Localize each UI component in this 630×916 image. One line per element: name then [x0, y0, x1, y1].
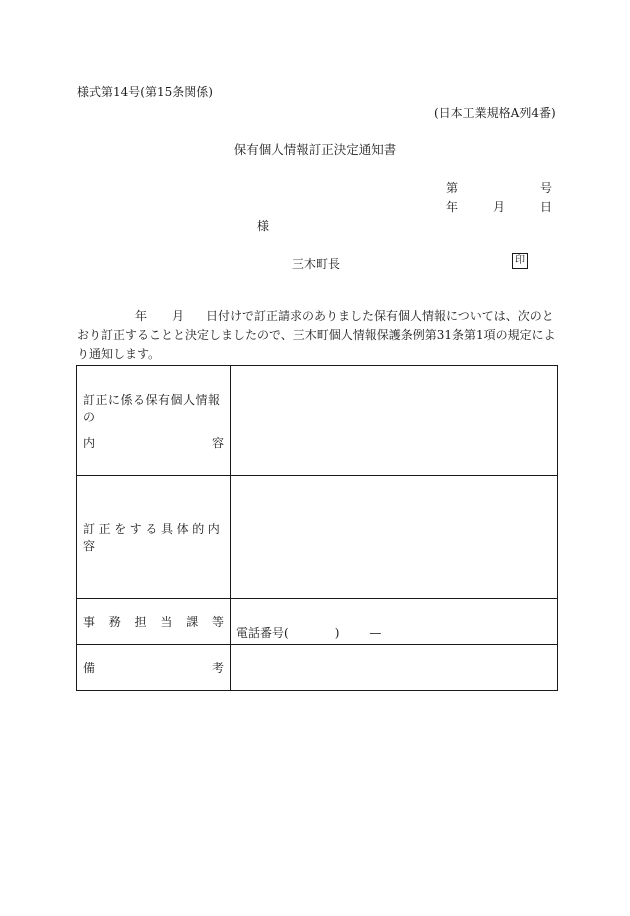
table-row — [77, 645, 558, 691]
correction-detail-label: 訂正をする具体的内容 — [83, 522, 224, 553]
form-reference: 様式第14号(第15条関係) — [77, 85, 213, 99]
office-label-char: 担 — [134, 615, 147, 629]
date-day: 日 — [540, 200, 553, 214]
label-line-2-start: 内 — [83, 435, 96, 450]
office-label-char: 事 — [83, 615, 96, 629]
document-number-suffix: 号 — [540, 181, 553, 195]
date-year: 年 — [446, 200, 459, 214]
label-line-2-end: 容 — [211, 435, 224, 450]
body-text: 日付けで訂正請求のありました保有個人情報については、次のとおり訂正することと決定しましたので、三木町個人情報保護条例第31条第1項の規定により通知します。 — [77, 309, 556, 361]
remarks-label-end: 考 — [211, 661, 224, 675]
correction-table — [76, 365, 558, 691]
office-label-char: 当 — [160, 615, 173, 629]
sender-name: 三木町長 — [292, 257, 341, 271]
row-remarks-value[interactable] — [231, 645, 558, 691]
recipient-honorific: 様 — [257, 219, 270, 233]
phone-dash: — — [369, 626, 382, 640]
body-month: 月 — [172, 309, 185, 323]
office-label-char: 課 — [186, 615, 199, 629]
table-row — [77, 366, 558, 476]
phone-label: 電話番号( — [236, 626, 289, 640]
office-label-char: 等 — [211, 615, 224, 629]
phone-line — [231, 624, 557, 644]
label-line-2 — [83, 434, 224, 451]
table-row — [77, 476, 558, 599]
row-correction-info-value[interactable] — [231, 366, 558, 476]
document-title: 保有個人情報訂正決定通知書 — [233, 142, 397, 157]
label-line-1: 訂正に係る保有個人情報の — [83, 392, 221, 424]
remarks-label — [83, 659, 224, 676]
standard-reference: (日本工業規格A列4番) — [434, 106, 556, 120]
date-month: 月 — [493, 200, 506, 214]
seal-mark: 印 — [512, 253, 528, 269]
row-correction-info-label — [77, 366, 231, 476]
document-number-prefix: 第 — [446, 181, 459, 195]
row-office-value[interactable] — [231, 599, 558, 645]
row-office-label — [77, 599, 231, 645]
notice-body — [77, 307, 557, 364]
phone-paren-close: ) — [334, 626, 340, 640]
remarks-label-start: 備 — [83, 661, 96, 675]
table-row — [77, 599, 558, 645]
office-label-char: 務 — [108, 615, 121, 629]
office-label — [83, 613, 226, 630]
row-correction-detail-value[interactable] — [231, 476, 558, 599]
body-year: 年 — [135, 309, 148, 323]
row-correction-detail-label — [77, 476, 231, 599]
row-remarks-label — [77, 645, 231, 691]
